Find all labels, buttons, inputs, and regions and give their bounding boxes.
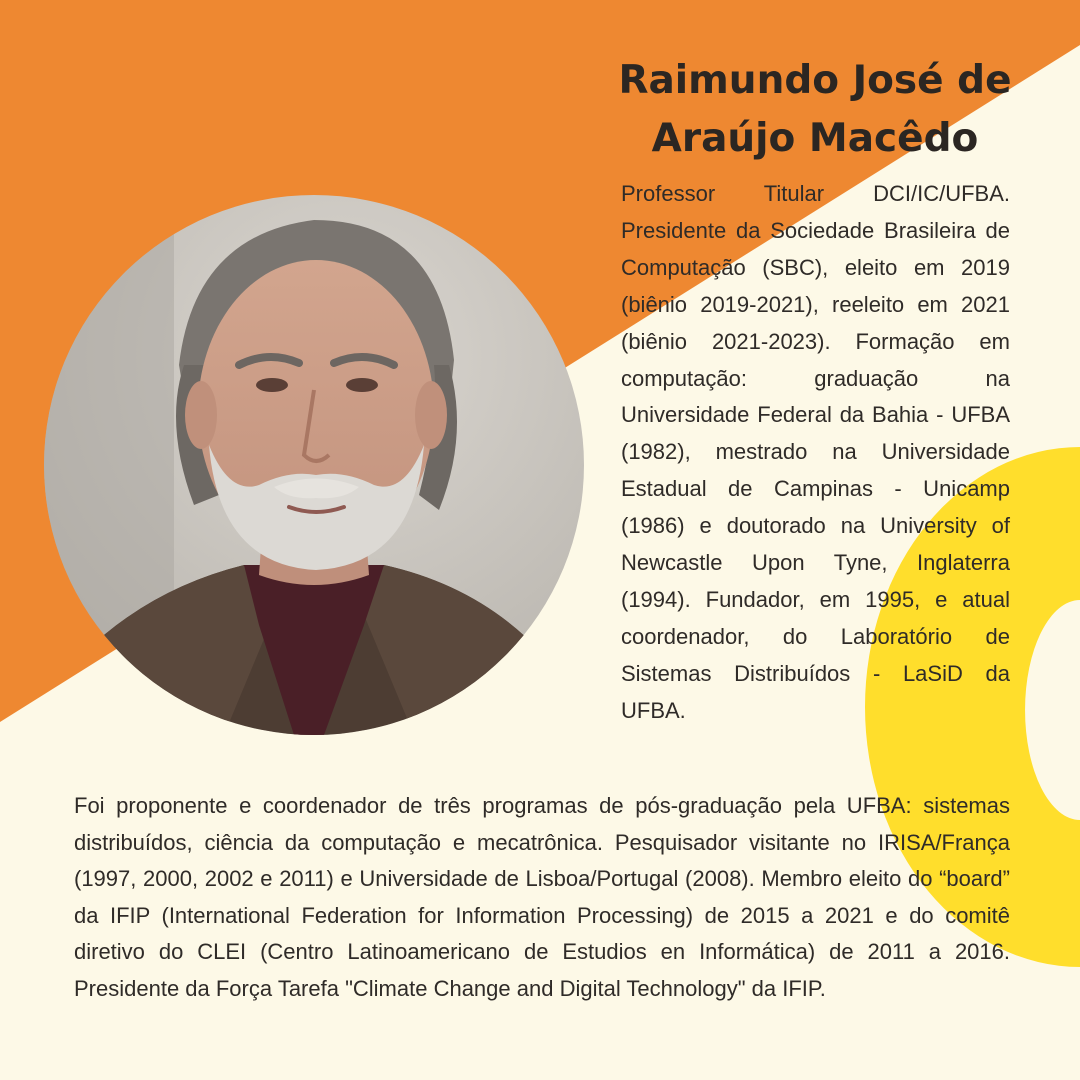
bio-paragraph-bottom: Foi proponente e coordenador de três programas de pós-graduação pela UFBA: sistemas distribuídos, ciência da computação e mecatrônica. Pesquisador visitante no IRISA/França (1997, 2000, 2002 e 2011) e Universidade de Lisboa/Portugal (2008). Membro eleito do “board” da IFIP (International Federation for Information Processing) de 2015 a 2021 e do comitê diretivo do CLEI (Centro Latinoamericano de Estudios en Informática) de 2011 a 2016. Presidente da Força Tarefa "Climate Change and Digital Technology" da IFIP. (74, 793, 1010, 1001)
profile-photo (44, 195, 584, 735)
portrait-photo-icon (44, 195, 584, 735)
bio-paragraph-right: Professor Titular DCI/IC/UFBA. Presidente da Sociedade Brasileira de Computação (SBC), eleito em 2019 (biênio 2019-2021), reeleito em 2021 (biênio 2021-2023). Formação em computação: graduação na Universidade Federal da Bahia - UFBA (1982), mestrado na Universidade Estadual de Campinas - Unicamp (1986) e doutorado na University of Newcastle Upon Tyne, Inglaterra (1994). Fundador, em 1995, e atual coordenador, do Laboratório de Sistemas Distribuídos - LaSiD da UFBA. (621, 181, 1010, 723)
person-name-title: Raimundo José de Araújo Macêdo (618, 58, 1012, 161)
